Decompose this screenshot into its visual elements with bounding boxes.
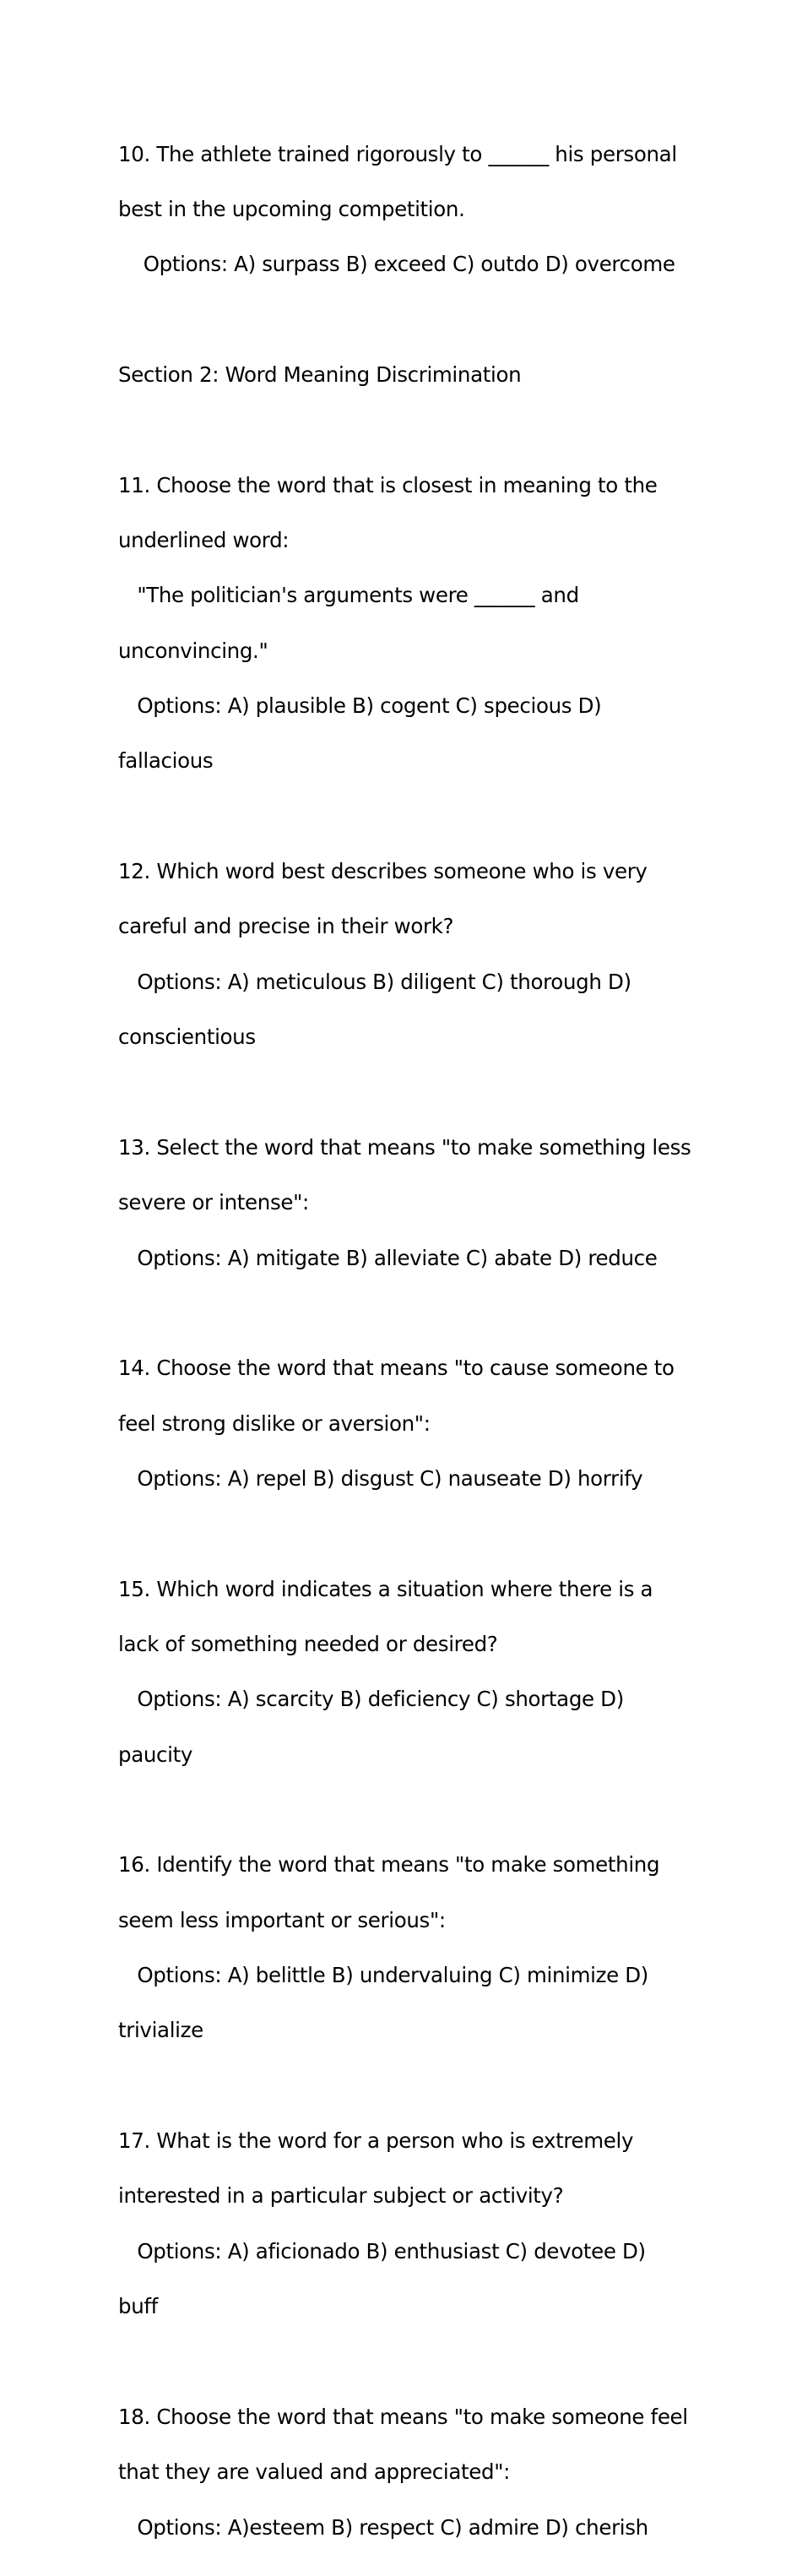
options-line: paucity bbox=[118, 1742, 193, 1767]
options-line: Options: A) mitigate B) alleviate C) abate D) reduce bbox=[118, 1245, 658, 1270]
question-12 bbox=[118, 825, 701, 1083]
question-text: best in the upcoming competition. bbox=[118, 196, 465, 221]
question-10 bbox=[118, 108, 701, 311]
question-text: 12. Which word best describes someone who is very bbox=[118, 859, 648, 884]
options-line: conscientious bbox=[118, 1024, 256, 1050]
options-line: buff bbox=[118, 2294, 158, 2319]
options-line: trivialize bbox=[118, 2018, 203, 2043]
question-text: underlined word: bbox=[118, 527, 290, 552]
question-text: interested in a particular subject or activity? bbox=[118, 2183, 564, 2209]
question-sentence: "The politician's arguments were ______ and bbox=[118, 583, 579, 608]
question-text: 10. The athlete trained rigorously to ______ his personal bbox=[118, 141, 677, 166]
options-line: fallacious bbox=[118, 748, 214, 774]
question-text: 13. Select the word that means "to make something less bbox=[118, 1134, 691, 1160]
question-14 bbox=[118, 1323, 701, 1525]
question-text: 15. Which word indicates a situation where there is a bbox=[118, 1576, 653, 1601]
question-text: careful and precise in their work? bbox=[118, 914, 454, 939]
question-sentence: unconvincing." bbox=[118, 638, 268, 663]
options-line: Options: A) scarcity B) deficiency C) shortage D) bbox=[118, 1687, 624, 1712]
options-line: Options: A) surpass B) exceed C) outdo D) overcome bbox=[118, 252, 675, 277]
question-13 bbox=[118, 1101, 701, 1304]
question-17 bbox=[118, 2095, 701, 2352]
question-16 bbox=[118, 1819, 701, 2077]
question-text: that they are valued and appreciated": bbox=[118, 2459, 511, 2485]
options-line: Options: A) aficionado B) enthusiast C) devotee D) bbox=[118, 2238, 646, 2264]
question-text: 16. Identify the word that means "to make something bbox=[118, 1852, 660, 1878]
question-15 bbox=[118, 1543, 701, 1801]
question-text: 18. Choose the word that means "to make someone feel bbox=[118, 2404, 688, 2429]
options-line: Options: A) repel B) disgust C) nauseate D) horrify bbox=[118, 1465, 643, 1491]
document-page bbox=[118, 108, 701, 2573]
options-line: Options: A) meticulous B) diligent C) thorough D) bbox=[118, 969, 631, 994]
question-text: 14. Choose the word that means "to cause someone to bbox=[118, 1356, 675, 1381]
question-text: seem less important or serious": bbox=[118, 1907, 446, 1932]
options-line: Options: A)esteem B) respect C) admire D) cherish bbox=[118, 2514, 648, 2540]
section-title: Section 2: Word Meaning Discrimination bbox=[118, 361, 522, 387]
options-line: Options: A) plausible B) cogent C) specious D) bbox=[118, 693, 602, 719]
options-line: Options: A) belittle B) undervaluing C) minimize D) bbox=[118, 1963, 648, 1988]
question-text: 17. What is the word for a person who is extremely bbox=[118, 2128, 634, 2154]
section-heading bbox=[118, 329, 701, 421]
question-text: severe or intense": bbox=[118, 1190, 309, 1215]
question-text: 11. Choose the word that is closest in meaning to the bbox=[118, 472, 658, 497]
question-text: lack of something needed or desired? bbox=[118, 1631, 498, 1656]
question-text: feel strong dislike or aversion": bbox=[118, 1410, 431, 1436]
question-11 bbox=[118, 439, 701, 807]
question-18 bbox=[118, 2371, 701, 2573]
